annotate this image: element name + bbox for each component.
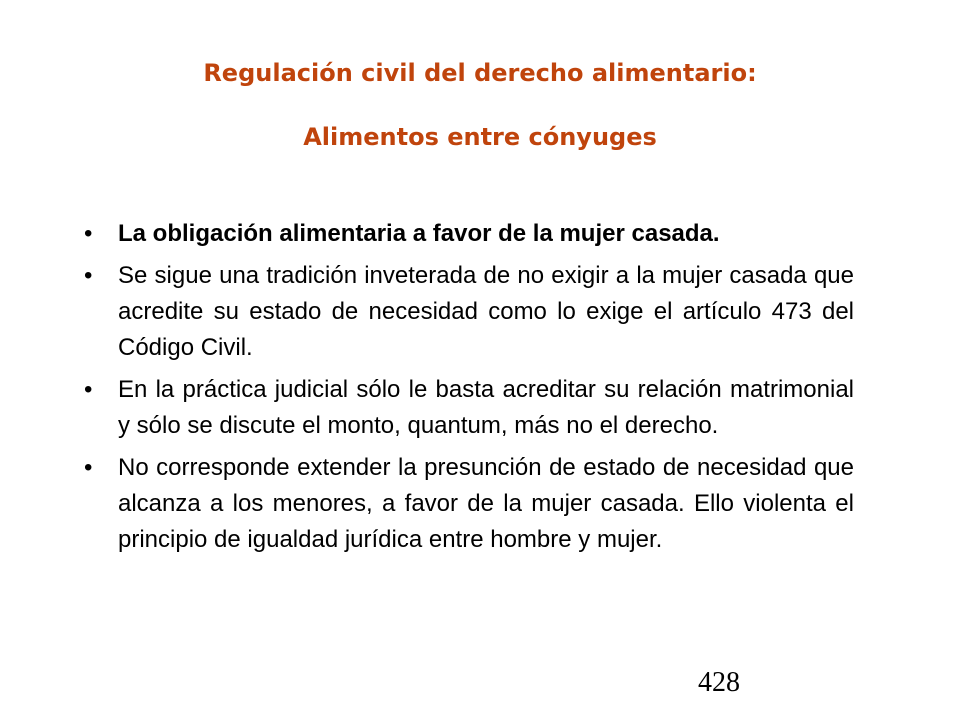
bullet-dot-icon: •: [84, 454, 93, 481]
bullet-item: [80, 258, 854, 366]
bullet-dot-icon: •: [84, 376, 93, 403]
bullet-dot-icon: •: [84, 262, 93, 289]
bullet-item: [80, 372, 854, 444]
bullet-text: Se sigue una tradición inveterada de no exigir a la mujer casada que acredite su estado de necesidad como lo exige el artículo 473 del Código Civil.: [118, 262, 854, 361]
bullet-item: [80, 216, 854, 252]
bullet-text: La obligación alimentaria a favor de la mujer casada.: [118, 220, 720, 247]
bullet-dot-icon: •: [84, 220, 93, 247]
bullet-list: [80, 216, 854, 564]
bullet-text: No corresponde extender la presunción de estado de necesidad que alcanza a los menores, a favor de la mujer casada. Ello violenta el principio de igualdad jurídica entre hombre y mujer.: [118, 454, 854, 553]
bullet-item: [80, 450, 854, 558]
page-number: 428: [698, 667, 740, 698]
slide-subtitle: Alimentos entre cónyuges: [303, 123, 657, 151]
bullet-text: En la práctica judicial sólo le basta acreditar su relación matrimonial y sólo se discute el monto, quantum, más no el derecho.: [118, 376, 854, 439]
slide-title: Regulación civil del derecho alimentario:: [203, 59, 757, 87]
